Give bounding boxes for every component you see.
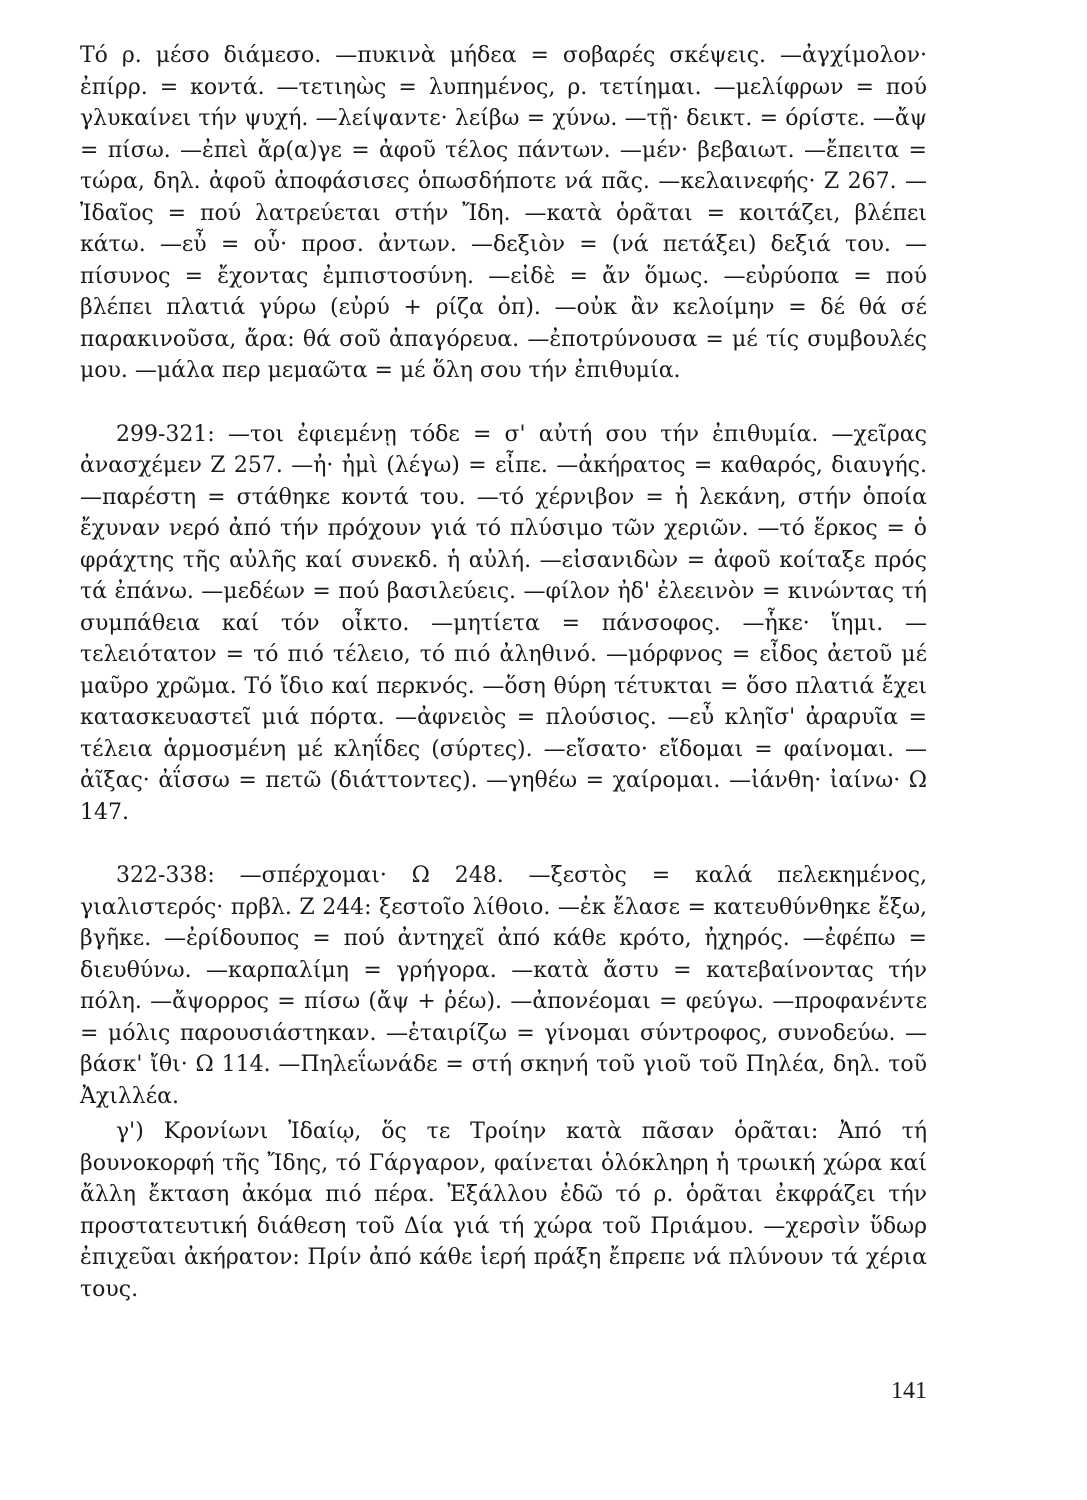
commentary-paragraph-3: 322-338: —σπέρχομαι· Ω 248. —ξεστὸς = καλά πελεκημένος, γιαλιστερός· πρβλ. Ζ 244: ξεστοῖο λίθοιο. —ἐκ ἔλασε = κατευθύνθηκε ἔξω, βγῆκε. —ἐρίδουπος = πού ἀντηχεῖ ἀπό κάθε κρότο, ἠχηρός. —ἐφέπω = διευθύνω. —καρπαλίμη = γρήγορα. —κατὰ ἄστυ = κατεβαίνοντας τήν πόλη. —ἄψορρος = πίσω (ἄψ + ῥέω). —ἀπονέομαι = φεύγω. —προφανέντε = μόλις παρουσιάστηκαν. —ἑταιρίζω = γίνομαι σύντροφος, συνοδεύω. —βάσκ' ἴθι· Ω 114. —Πηλεΐωνάδε = στή σκηνή τοῦ γιοῦ τοῦ Πηλέα, δηλ. τοῦ Ἀχιλλέα. (80, 863, 927, 1109)
commentary-paragraph-2: 299-321: —τοι ἐφιεμένῃ τόδε = σ' αὐτή σου τήν ἐπιθυμία. —χεῖρας ἀνασχέμεν Ζ 257. —ἠ· ἠμὶ (λέγω) = εἶπε. —ἀκήρατος = καθαρός, διαυγής. —παρέστη = στάθηκε κοντά του. —τό χέρνιβον = ἡ λεκάνη, στήν ὁποία ἔχυναν νερό ἀπό τήν πρόχουν γιά τό πλύσιμο τῶν χεριῶν. —τό ἕρκος = ὁ φράχτης τῆς αὐλῆς καί συνεκδ. ἡ αὐλή. —εἰσανιδὼν = ἀφοῦ κοίταξε πρός τά ἐπάνω. —μεδέων = πού βασιλεύεις. —φίλον ἠδ' ἐλεεινὸν = κινώντας τή συμπάθεια καί τόν οἶκτο. —μητίετα = πάνσοφος. —ἧκε· ἵημι. —τελειότατον = τό πιό τέλειο, τό πιό ἀληθινό. —μόρφνος = εἶδος ἀετοῦ μέ μαῦρο χρῶμα. Τό ἴδιο καί περκνός. —ὅση θύρη τέτυκται = ὅσο πλατιά ἔχει κατασκευαστεῖ μιά πόρτα. —ἀφνειὸς = πλούσιος. —εὖ κληῖσ' ἀραρυῖα = τέλεια ἁρμοσμένη μέ κληΐδες (σύρτες). —εἴσατο· εἴδομαι = φαίνομαι. —ἀῖξας· ἀΐσσω = πετῶ (διάττοντες). —γηθέω = χαίρομαι. —ἰάνθη· ἰαίνω· Ω 147. (80, 421, 927, 825)
commentary-paragraph-1: Τό ρ. μέσο διάμεσο. —πυκινὰ μήδεα = σοβαρές σκέψεις. —ἀγχίμολον· ἐπίρρ. = κοντά. —τετιηὼς = λυπημένος, ρ. τετίημαι. —μελίφρων = πού γλυκαίνει τήν ψυχή. —λείψαντε· λείβω = χύνω. —τῇ· δεικτ. = όρίστε. —ἄψ = πίσω. —ἐπεὶ ἄρ(α)γε = ἀφοῦ τέλος πάντων. —μέν· βεβαιωτ. —ἔπειτα = τώρα, δηλ. ἀφοῦ ἀποφάσισες ὁπωσδήποτε νά πᾶς. —κελαινεφής· Ζ 267. —Ἰδαῖος = πού λατρεύεται στήν Ἴδη. —κατὰ ὁρᾶται = κοιτάζει, βλέπει κάτω. —εὖ = οὗ· προσ. ἀντων. —δεξιὸν = (νά πετάξει) δεξιά του. —πίσυνος = ἔχοντας ἐμπιστοσύνη. —εἰδὲ = ἄν ὅμως. —εὐρύοπα = πού βλέπει πλατιά γύρω (εὐρύ + ρίζα ὀπ). —οὐκ ἂν κελοίμην = δέ θά σέ παρακινοῦσα, ἄρα: θά σοῦ ἀπαγόρευα. —ἐποτρύνουσα = μέ τίς συμβουλές μου. —μάλα περ μεμαῶτα = μέ ὅλη σου τήν ἐπιθυμία. (80, 43, 927, 383)
commentary-paragraph-4: γ') Κρονίωνι Ἰδαίῳ, ὅς τε Τροίην κατὰ πᾶσαν ὁρᾶται: Ἀπό τή βουνοκορφή τῆς Ἴδης, τό Γάργαρον, φαίνεται ὁλόκληρη ἡ τρωική χώρα καί ἄλλη ἔκταση ἀκόμα πιό πέρα. Ἐξάλλου ἐδῶ τό ρ. ὁρᾶται ἐκφράζει τήν προστατευτική διάθεση τοῦ Δία γιά τή χώρα τοῦ Πριάμου. —χερσὶν ὕδωρ ἐπιχεῦαι ἀκήρατον: Πρίν ἀπό κάθε ἱερή πράξη ἔπρεπε νά πλύνουν τά χέρια τους. (80, 1119, 927, 1302)
page-number: 141 (891, 1378, 927, 1404)
